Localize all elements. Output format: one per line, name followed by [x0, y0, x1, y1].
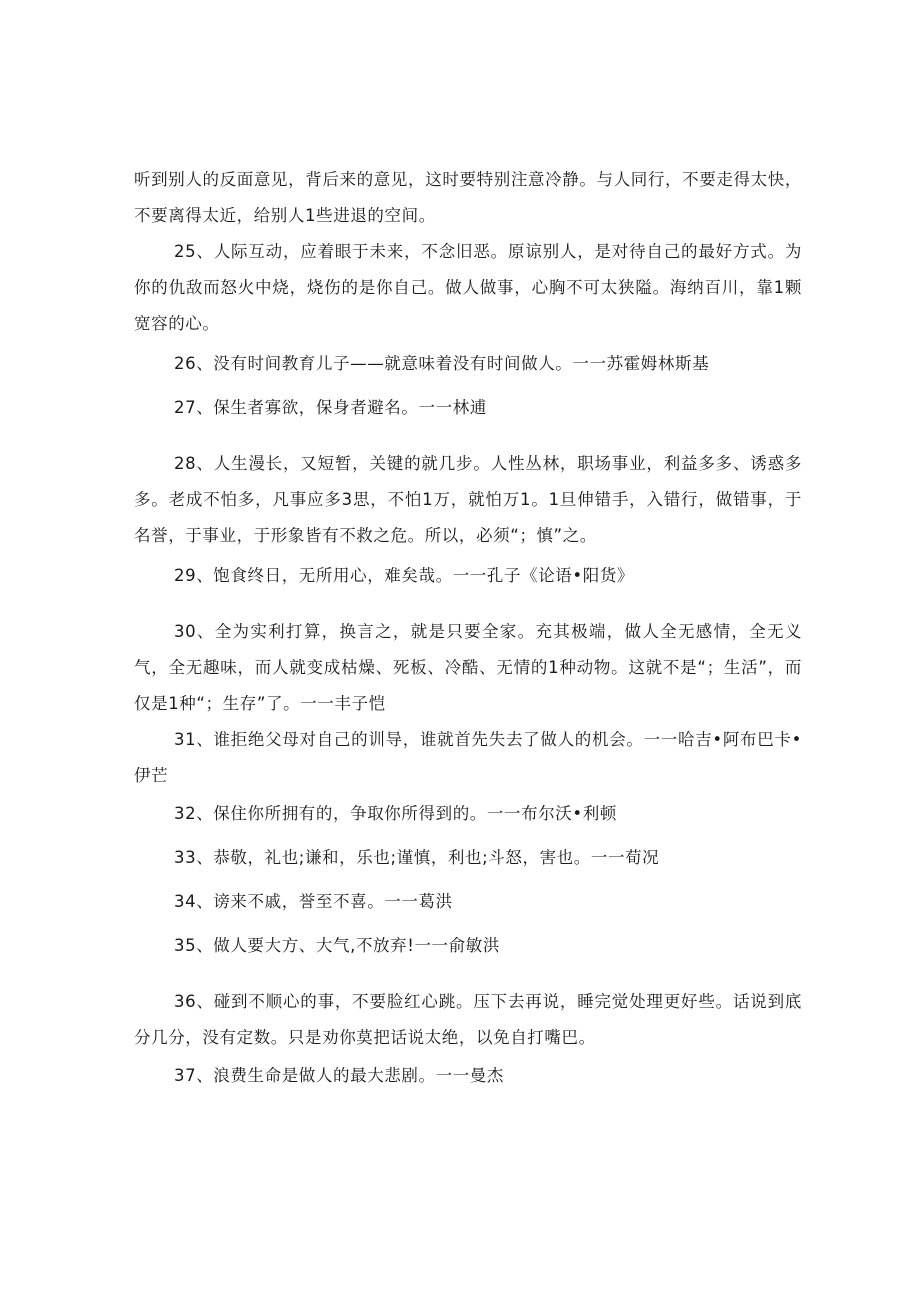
- paragraph-continuation: 听到别人的反面意见，背后来的意见，这时要特别注意冷静。与人同行，不要走得太快，不要离得太近，给别人1些进退的空间。: [134, 170, 802, 225]
- quote-33: 33、恭敬，礼也;谦和，乐也;谨慎，利也;斗怒，害也。一一荀况: [174, 848, 660, 867]
- quote-36: 36、碰到不顺心的事，不要脸红心跳。压下去再说，睡完觉处理更好些。话说到底分几分，没有定数。只是劝你莫把话说太绝，以免自打嘴巴。: [134, 992, 802, 1047]
- quote-25: 25、人际互动，应着眼于未来，不念旧恶。原谅别人，是对待自己的最好方式。为你的仇敌而怒火中烧，烧伤的是你自己。做人做事，心胸不可太狭隘。海纳百川，靠1颗宽容的心。: [134, 242, 802, 333]
- quote-32: 32、保住你所拥有的，争取你所得到的。一一布尔沃•利顿: [174, 804, 617, 823]
- quote-28: 28、人生漫长，又短暂，关键的就几步。人性丛林，职场事业，利益多多、诱惑多多。老成不怕多，凡事应多3思，不怕1万，就怕万1。1旦伸错手，入错行，做错事，于名誉，于事业，于形象皆有不救之危。所以，必须“；慎”之。: [134, 454, 802, 545]
- quote-29: 29、饱食终日，无所用心，难矣哉。一一孔子《论语•阳货》: [174, 566, 635, 585]
- quote-31: 31、谁拒绝父母对自己的训导，谁就首先失去了做人的机会。一一哈吉•阿布巴卡•伊芒: [134, 730, 802, 785]
- quote-37: 37、浪费生命是做人的最大悲剧。一一曼杰: [174, 1066, 504, 1085]
- quote-26: 26、没有时间教育儿子——就意味着没有时间做人。一一苏霍姆林斯基: [174, 354, 710, 373]
- quote-27: 27、保生者寡欲，保身者避名。一一林逋: [174, 398, 487, 417]
- quote-30: 30、全为实利打算，换言之，就是只要全家。充其极端，做人全无感情，全无义气，全无趣味，而人就变成枯燥、死板、冷酷、无情的1种动物。这就不是“；生活”，而仅是1种“；生存”了。一一丰子恺: [134, 622, 802, 713]
- quote-34: 34、谤来不戚，誉至不喜。一一葛洪: [174, 892, 453, 911]
- quote-35: 35、做人要大方、大气,不放弃!一一俞敏洪: [174, 936, 500, 955]
